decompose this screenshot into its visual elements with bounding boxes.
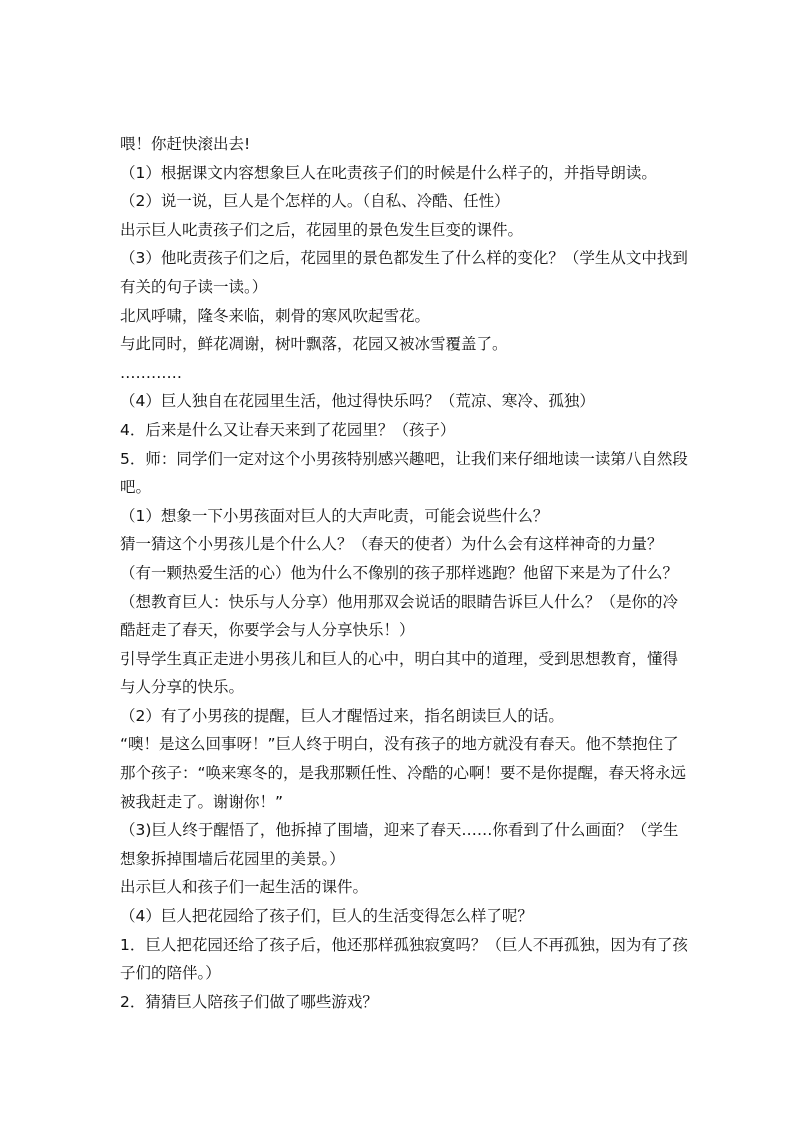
paragraph: （4）巨人独自在花园里生活，他过得快乐吗？（荒凉、寒冷、孤独） bbox=[120, 392, 595, 411]
paragraph: ………… bbox=[120, 363, 182, 382]
paragraph: “噢！是这么回事呀！”巨人终于明白，没有孩子的地方就没有春天。他不禁抱住了那个孩子：“唤来寒冬的，是我那颗任性、冷酷的心啊！要不是你提醒，春天将永远被我赶走了。谢谢你！” bbox=[120, 735, 687, 811]
document-body bbox=[120, 130, 692, 1016]
paragraph: 1．巨人把花园还给了孩子后，他还那样孤独寂寞吗？（巨人不再孤独，因为有了孩子们的陪伴。） bbox=[120, 935, 688, 983]
paragraph: 猜一猜这个小男孩儿是个什么人？（春天的使者）为什么会有这样神奇的力量？（有一颗热爱生活的心）他为什么不像别的孩子那样逃跑？他留下来是为了什么？（想教育巨人：快乐与人分享）他用那双会说话的眼睛告诉巨人什么？（是你的冷酷赶走了春天，你要学会与人分享快乐！） bbox=[120, 535, 679, 640]
paragraph: （4）巨人把花园给了孩子们，巨人的生活变得怎么样了呢？ bbox=[120, 907, 533, 926]
paragraph: （2）说一说，巨人是个怎样的人。（自私、冷酷、任性） bbox=[120, 192, 510, 211]
paragraph: 引导学生真正走进小男孩儿和巨人的心中，明白其中的道理，受到思想教育，懂得与人分享的快乐。 bbox=[120, 649, 679, 697]
paragraph: 与此同时，鲜花凋谢，树叶飘落，花园又被冰雪覆盖了。 bbox=[120, 335, 508, 354]
paragraph: （3)巨人终于醒悟了，他拆掉了围墙，迎来了春天……你看到了什么画面？（学生想象拆掉围墙后花园里的美景。） bbox=[120, 821, 679, 868]
paragraph: 出示巨人和孩子们一起生活的课件。 bbox=[120, 878, 369, 897]
paragraph: 喂！你赶快滚出去! bbox=[120, 135, 251, 153]
paragraph: 5．师：同学们一定对这个小男孩特别感兴趣吧，让我们来仔细地读一读第八自然段吧。 bbox=[120, 449, 688, 497]
paragraph: （1）根据课文内容想象巨人在叱责孩子们的时候是什么样子的，并指导朗读。 bbox=[120, 163, 657, 182]
paragraph: 4．后来是什么又让春天来到了花园里？（孩子） bbox=[120, 420, 456, 439]
paragraph: （1）想象一下小男孩面对巨人的大声叱责，可能会说些什么？ bbox=[120, 506, 549, 525]
paragraph: （2）有了小男孩的提醒，巨人才醒悟过来，指名朗读巨人的话。 bbox=[120, 706, 564, 725]
paragraph: 北风呼啸，隆冬来临，刺骨的寒风吹起雪花。 bbox=[120, 306, 431, 325]
paragraph: 出示巨人叱责孩子们之后，花园里的景色发生巨变的课件。 bbox=[120, 220, 524, 239]
paragraph: （3）他叱责孩子们之后，花园里的景色都发生了什么样的变化？（学生从文中找到有关的句子读一读。） bbox=[120, 249, 688, 296]
paragraph: 2．猜猜巨人陪孩子们做了哪些游戏？ bbox=[120, 992, 378, 1011]
